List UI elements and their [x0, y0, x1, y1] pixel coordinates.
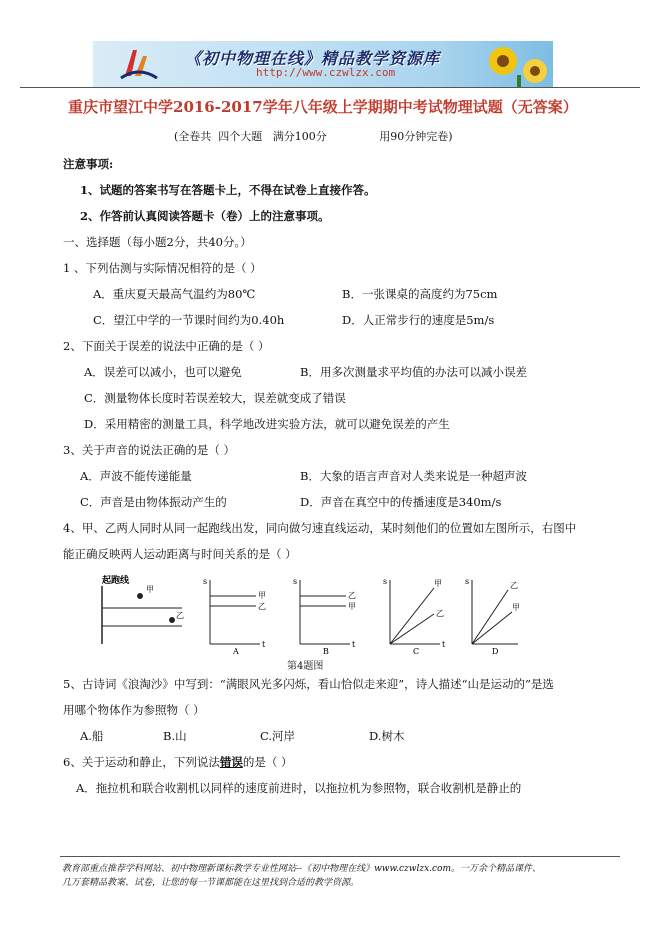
- option-b: B．大象的语言声音对人类来说是一种超声波: [300, 469, 527, 483]
- section-heading: 一、选择题（每小题2分，共40分。）: [63, 235, 252, 249]
- option-c: C．望江中学的一节课时间约为0.40h: [93, 313, 285, 327]
- option-c: C．测量物体长度时若误差较大，误差就变成了错误: [84, 391, 346, 405]
- runner-jia-label: 甲: [146, 585, 154, 594]
- footer-divider: [60, 856, 620, 857]
- option-b: B.山: [163, 729, 187, 743]
- svg-text:s: s: [203, 577, 208, 586]
- question-stem: 2、下面关于误差的说法中正确的是（ ）: [63, 339, 270, 353]
- svg-text:C: C: [413, 647, 420, 654]
- header-divider: [20, 87, 640, 88]
- banner-url: http://www.czwlzx.com: [256, 66, 396, 79]
- svg-text:s: s: [293, 577, 298, 586]
- option-d: D．声音在真空中的传播速度是340m/s: [300, 495, 502, 509]
- svg-text:t: t: [442, 640, 446, 649]
- option-a: A．拖拉机和联合收割机以同样的速度前进时，以拖拉机为参照物，联合收割机是静止的: [76, 781, 522, 795]
- notice-heading: 注意事项:: [63, 157, 114, 171]
- footer-line: 教育部重点推荐学科网站、初中物理新课标教学专业性网站--《初中物理在线》www.czwlzx.com。一万余个精品课件、: [62, 864, 542, 874]
- svg-text:乙: 乙: [510, 581, 518, 590]
- q4-figure: [100, 574, 520, 654]
- runner-jia-icon: [137, 593, 143, 599]
- sunflower-icon: [473, 41, 553, 87]
- option-d: D.树木: [369, 729, 405, 743]
- svg-text:甲: 甲: [258, 591, 266, 600]
- graph-d: [465, 577, 520, 654]
- question-stem-cont: 能正确反映两人运动距离与时间关系的是（ ）: [63, 547, 297, 561]
- svg-text:s: s: [465, 577, 470, 586]
- notice-item: 1、试题的答案书写在答题卡上，不得在试卷上直接作答。: [80, 183, 376, 197]
- graph-a: [203, 577, 266, 654]
- banner-title: 《初中物理在线》精品教学资源库: [185, 49, 441, 68]
- stem-post: 的是（ ）: [242, 755, 293, 769]
- svg-text:D: D: [492, 647, 499, 654]
- graph-b: [293, 577, 356, 654]
- svg-text:甲: 甲: [434, 579, 442, 588]
- option-d: D．人正常步行的速度是5m/s: [342, 313, 495, 327]
- runner-yi-icon: [169, 617, 175, 623]
- svg-text:B: B: [323, 647, 329, 654]
- svg-text:t: t: [262, 640, 266, 649]
- svg-text:乙: 乙: [348, 591, 356, 600]
- option-b: B．用多次测量求平均值的办法可以减小误差: [300, 365, 527, 379]
- question-stem: [63, 754, 292, 770]
- svg-text:乙: 乙: [258, 602, 266, 611]
- option-c: C．声音是由物体振动产生的: [80, 495, 227, 509]
- option-a: A．误差可以减小，也可以避免: [84, 365, 242, 379]
- stem-pre: 6、关于运动和静止，下列说法: [63, 755, 220, 769]
- runner-yi-label: 乙: [176, 611, 184, 620]
- svg-text:甲: 甲: [348, 602, 356, 611]
- svg-text:t: t: [352, 640, 356, 649]
- option-d: D．采用精密的测量工具，科学地改进实验方法，就可以避免误差的产生: [84, 417, 450, 431]
- svg-text:s: s: [383, 577, 388, 586]
- question-stem: 3、关于声音的说法正确的是（ ）: [63, 443, 235, 457]
- option-b: B．一张课桌的高度约为75cm: [342, 287, 498, 301]
- question-stem: 1 、下列估测与实际情况相符的是（ ）: [63, 261, 262, 275]
- figure-caption: 第4题图: [287, 661, 324, 672]
- notice-item: 2、作答前认真阅读答题卡（卷）上的注意事项。: [80, 209, 330, 223]
- svg-text:乙: 乙: [436, 609, 444, 618]
- document-subtitle: (全卷共 四个大题 满分100分 用90分钟完卷): [174, 130, 453, 143]
- footer-text: [62, 862, 541, 890]
- header-banner: [93, 41, 553, 87]
- question-stem: 4、甲、乙两人同时从同一起跑线出发，同向做匀速直线运动，某时刻他们的位置如左图所示，右图中: [63, 521, 577, 535]
- svg-text:A: A: [233, 647, 239, 654]
- start-line-label: 起跑线: [102, 575, 130, 585]
- logo-icon: [119, 46, 159, 82]
- option-c: C.河岸: [260, 729, 296, 743]
- document-title: 重庆市望江中学2016-2017学年八年级上学期期中考试物理试题（无答案）: [68, 98, 578, 116]
- graph-c: [383, 577, 446, 654]
- svg-text:甲: 甲: [512, 603, 520, 612]
- stem-emphasis: 错误: [219, 755, 243, 769]
- footer-line: 几万套精品教案、试卷，让您的每一节课都能在这里找到合适的教学资源。: [62, 878, 360, 888]
- question-stem: 5、古诗词《浪淘沙》中写到：“满眼风光多闪烁，看山恰似走来迎”，诗人描述“山是运动的”是选: [63, 677, 554, 691]
- question-stem-cont: 用哪个物体作为参照物（ ）: [63, 703, 205, 717]
- option-a: A．重庆夏天最高气温约为80℃: [93, 287, 256, 301]
- option-a: A．声波不能传递能量: [80, 469, 192, 483]
- option-a: A.船: [80, 729, 104, 743]
